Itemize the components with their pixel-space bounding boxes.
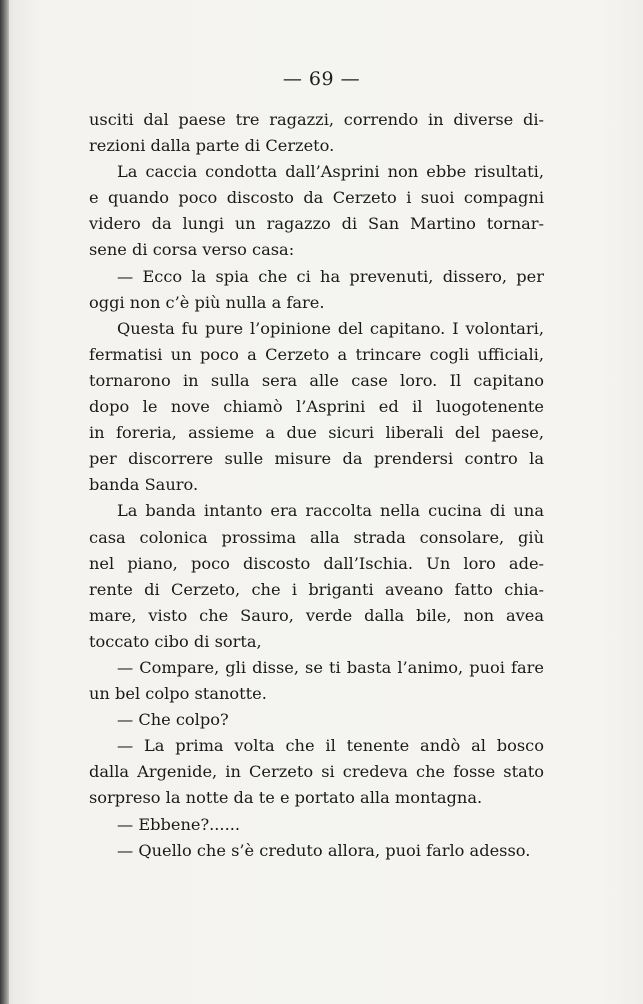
text-line: — Ebbene?...... (117, 814, 241, 834)
paragraph (89, 107, 544, 159)
text-line: rezioni dalla parte di Cerzeto. (89, 136, 335, 156)
text-line: — Compare, gli disse, se ti basta l’animo, puoi fare (117, 657, 544, 677)
paragraph (89, 733, 544, 811)
text-line: dalla Argenide, in Cerzeto si credeva che fosse stato (89, 762, 544, 782)
paragraph (89, 159, 544, 263)
text-line: casa colonica prossima alla strada consolare, giù (89, 527, 544, 547)
text-line: La caccia condotta dall’Asprini non ebbe risultati, (117, 162, 544, 182)
paragraph (89, 707, 544, 733)
text-line: usciti dal paese tre ragazzi, correndo in diverse di- (89, 110, 544, 129)
paragraph (89, 498, 544, 655)
text-line: toccato cibo di sorta, (89, 631, 262, 651)
paragraph (89, 655, 544, 707)
text-line: Questa fu pure l’opinione del capitano. I volontari, (117, 318, 544, 338)
text-line: fermatisi un poco a Cerzeto a trincare cogli ufficiali, (89, 344, 544, 364)
paragraph (89, 812, 544, 838)
text-line: nel piano, poco discosto dall’Ischia. Un loro ade- (89, 553, 544, 573)
text-line: in foreria, assieme a due sicuri liberali del paese, (89, 423, 544, 443)
body-text (89, 107, 544, 864)
text-line: — La prima volta che il tenente andò al bosco (117, 736, 544, 756)
page-binding-edge (0, 0, 9, 1004)
paragraph (89, 316, 544, 499)
text-line: per discorrere sulle misure da prendersi contro la (89, 449, 544, 469)
paragraph (89, 264, 544, 316)
text-line: rente di Cerzeto, che i briganti aveano fatto chia- (89, 579, 544, 599)
text-line: dopo le nove chiamò l’Asprini ed il luogotenente (89, 397, 544, 417)
text-line: — Che colpo? (117, 710, 229, 730)
text-line: e quando poco discosto da Cerzeto i suoi compagni (89, 188, 544, 208)
paragraph (89, 838, 544, 864)
text-line: — Quello che s’è creduto allora, puoi farlo adesso. (117, 840, 531, 860)
text-line: sorpreso la notte da te e portato alla montagna. (89, 788, 483, 808)
text-line: La banda intanto era raccolta nella cucina di una (117, 501, 544, 521)
text-line: un bel colpo stanotte. (89, 684, 267, 704)
text-line: sene di corsa verso casa: (89, 240, 295, 260)
text-line: tornarono in sulla sera alle case loro. Il capitano (89, 370, 544, 390)
text-line: mare, visto che Sauro, verde dalla bile, non avea (89, 605, 544, 625)
text-line: — Ecco la spia che ci ha prevenuti, dissero, per (117, 266, 544, 286)
text-line: oggi non c’è più nulla a fare. (89, 292, 325, 312)
text-line: banda Sauro. (89, 475, 199, 495)
text-line: videro da lungi un ragazzo di San Martino tornar- (89, 214, 544, 234)
page-number: — 69 — (282, 68, 361, 90)
